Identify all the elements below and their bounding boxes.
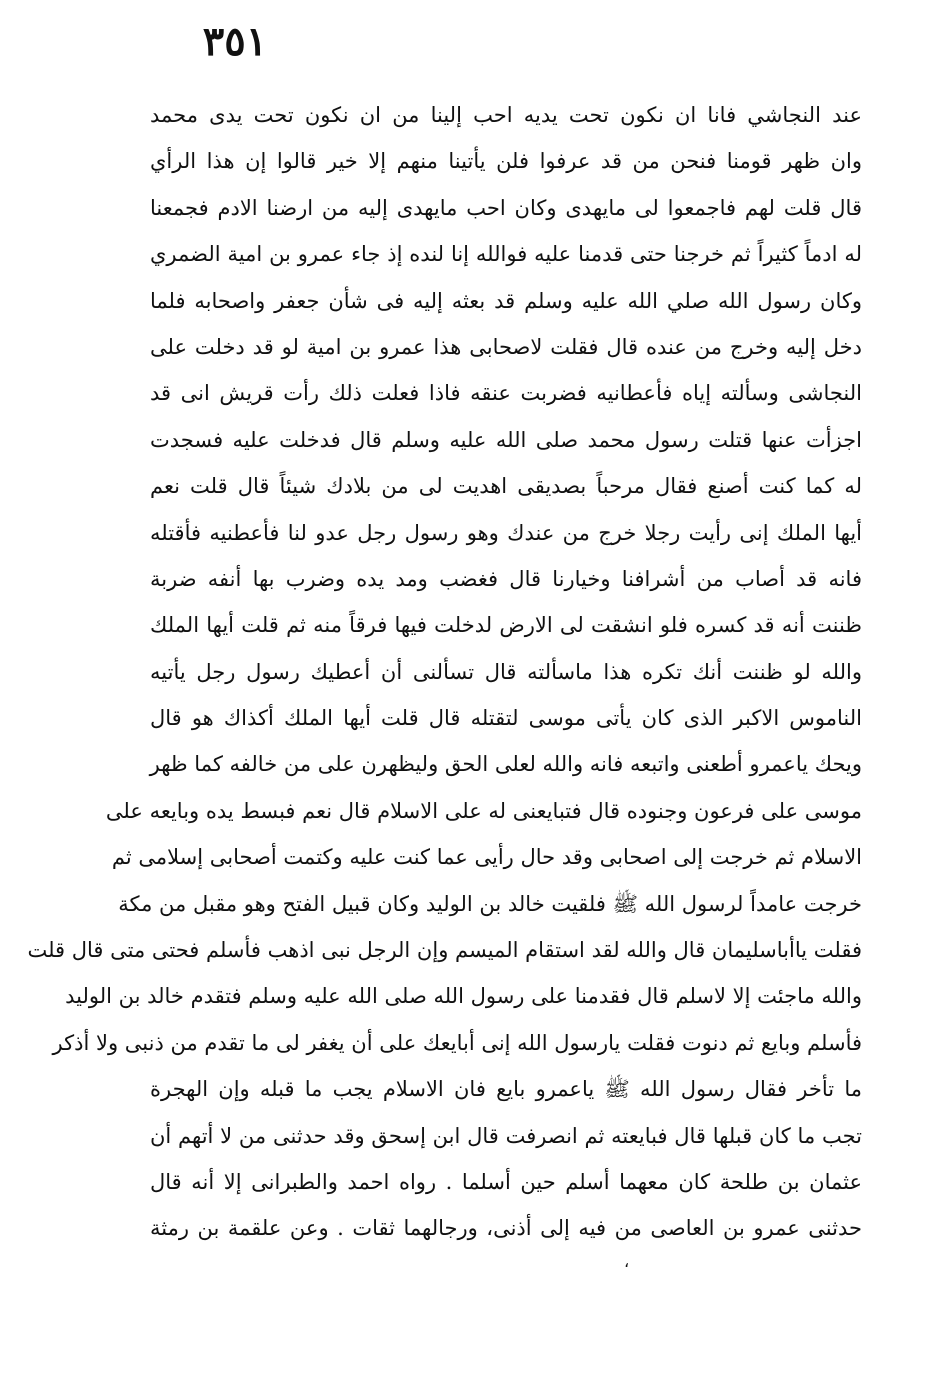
text-line: أيها الملك إنى رأيت رجلا خرج من عندك وهو رسول رجل عدو لنا فأعطنيه فأقتله xyxy=(150,520,862,545)
text-line: النجاشى وسألته إياه فأعطانيه فضربت عنقه فاذا فعلت ذلك رأت قريش انى قد xyxy=(150,381,862,406)
text-line: قال قلت لهم فاجمعوا لى مايهدى وكان احب مايهدى إليه من ارضنا الادم فجمعنا xyxy=(150,195,862,220)
text-line: دخل إليه وخرج من عنده قال فقلت لاصحابى هذا عمرو بن امية لو قد دخلت على xyxy=(150,334,862,359)
text-line: والله لو ظننت أنك تكره هذا ماسألته قال تسألنى أن أعطيك رسول رجل يأتيه xyxy=(150,659,862,684)
text-line: فانه قد أصاب من أشرافنا وخيارنا قال فغضب ومد يده وضرب بها أنفه ضربة xyxy=(150,566,862,591)
text-line: عثمان بن طلحة كان معهما أسلم حين أسلما . رواه احمد والطبرانى إلا أنه قال xyxy=(150,1169,862,1194)
text-line: اجزأت عنها قتلت رسول محمد صلى الله عليه وسلم قال فدخلت عليه فسجدت xyxy=(150,427,862,452)
page-number: ٣٥١ xyxy=(202,18,268,65)
text-line: الاسلام ثم خرجت إلى اصحابى وقد حال رأيى عما كنت عليه وكتمت أصحابى إسلامى ثم xyxy=(111,845,862,870)
text-line: وان ظهر قومنا فنحن من قد عرفوا فلن يأتينا منهم إلا خير قالوا إن هذا الرأي xyxy=(150,149,862,174)
text-line: تجب ما كان قبلها قال فبايعته ثم انصرفت قال ابن إسحق وقد حدثنى من لا أتهم أن xyxy=(150,1123,862,1148)
text-line: حدثنى عمرو بن العاصى من فيه إلى أذنى، ورجالهما ثقات . وعن علقمة بن رمثة xyxy=(150,1216,862,1241)
text-line: ظننت أنه قد كسره فلو انشقت لى الارض لدخلت فيها فرقاً منه ثم قلت أيها الملك xyxy=(150,613,862,638)
text-body xyxy=(27,92,862,1252)
text-line: فأسلم وبايع ثم دنوت فقلت يارسول الله إنى أبايعك على أن يغفر لى ما تقدم من ذنبى ولا أذكر xyxy=(52,1030,862,1055)
text-line: له كما كنت أصنع فقال مرحباً بصديقى اهديت لى من بلادك شيئاً قال قلت نعم xyxy=(150,474,862,499)
text-line: خرجت عامداً لرسول الله ﷺ فلقيت خالد بن الوليد وكان قبيل الفتح وهو مقبل من مكة xyxy=(118,891,862,916)
page-mark: ، xyxy=(624,1252,630,1271)
text-line: فقلت ياأباسليمان قال والله لقد استقام الميسم وإن الرجل نبى اذهب فأسلم فحتى متى قال قلت xyxy=(27,938,862,963)
text-line: ما تأخر فقال رسول الله ﷺ ياعمرو بايع فان الاسلام يجب ما قبله وإن الهجرة xyxy=(150,1077,862,1102)
text-line: الناموس الاكبر الذى كان يأتى موسى لتقتله قال قلت أيها الملك أكذاك هو قال xyxy=(150,706,862,731)
text-line: وكان رسول الله صلي الله عليه وسلم قد بعثه إليه فى شأن جعفر واصحابه فلما xyxy=(150,288,862,313)
text-line: ويحك ياعمرو أطعنى واتبعه فانه والله لعلى الحق وليظهرن على من خالفه كما ظهر xyxy=(149,752,862,777)
text-line: والله ماجئت إلا لاسلم قال فقدمنا على رسول الله صلى الله عليه وسلم فتقدم خالد بن الوليد xyxy=(65,984,862,1009)
text-line: له ادماً كثيراً ثم خرجنا حتى قدمنا عليه فوالله إنا لنده إذ جاء عمرو بن امية الضمري xyxy=(150,242,862,267)
text-line: عند النجاشي فانا ان نكون تحت يديه احب إلينا من ان نكون تحت يدى محمد xyxy=(150,103,862,127)
text-line: موسى على فرعون وجنوده قال فتبايعنى له على الاسلام قال نعم فبسط يده وبايعه على xyxy=(105,798,862,823)
